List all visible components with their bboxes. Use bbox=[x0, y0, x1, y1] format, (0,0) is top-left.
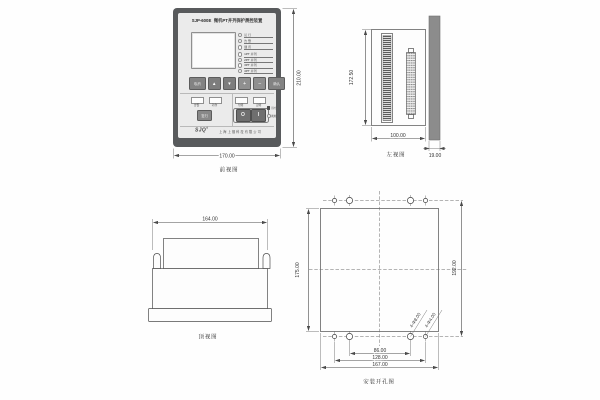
device-name: 微机PT并列保护测控装置 bbox=[213, 17, 263, 23]
brand-registered-mark: ® bbox=[206, 127, 209, 130]
cutout-height-dim: 175.00 bbox=[295, 262, 301, 278]
led-row bbox=[238, 44, 273, 50]
device-front-panel bbox=[178, 13, 281, 138]
small-hole-label: 4-Φ4.00 bbox=[423, 311, 437, 329]
open-window-label: 分闸 bbox=[237, 103, 244, 108]
led-indicator bbox=[238, 58, 243, 63]
led-row bbox=[238, 68, 273, 74]
reset-key: 复归 bbox=[197, 110, 212, 121]
side-view-case bbox=[372, 30, 426, 126]
led-label: 4PT 并列 bbox=[244, 68, 272, 74]
led-indicator bbox=[238, 63, 243, 68]
connector-strip bbox=[407, 53, 416, 115]
outer-hole-spacing-dim: 128.00 bbox=[372, 355, 388, 361]
side-depth-dim: 100.00 bbox=[390, 132, 406, 139]
front-view-caption: 前视图 bbox=[219, 167, 239, 174]
rear-body bbox=[164, 239, 259, 269]
front-flange bbox=[149, 309, 272, 322]
down-key: ▼ bbox=[223, 77, 236, 90]
led-label: 告 警 bbox=[244, 38, 272, 44]
connector-pin-bottom bbox=[409, 115, 414, 119]
led-label: 2PT 并列 bbox=[244, 57, 272, 63]
cutout-view bbox=[295, 191, 468, 386]
status-led-group bbox=[238, 32, 273, 50]
close-key: I bbox=[251, 109, 266, 122]
close-window-label: 合闸 bbox=[255, 103, 262, 108]
side-view-caption: 左视图 bbox=[386, 152, 406, 159]
large-hole-label: 4-Φ8.00 bbox=[408, 311, 422, 329]
case-body bbox=[153, 269, 268, 309]
side-view bbox=[349, 16, 446, 159]
minus-key: − bbox=[253, 77, 266, 90]
hole-row-height-dim: 192.00 bbox=[452, 260, 458, 276]
signal-window-2-label: 动作 bbox=[211, 103, 218, 108]
led-indicator bbox=[238, 52, 243, 57]
mounting-clip-left bbox=[154, 254, 161, 269]
led-indicator bbox=[238, 69, 243, 74]
brand-logo-text: SJQ bbox=[195, 127, 207, 134]
cancel-key: 取消 bbox=[189, 77, 206, 90]
front-width-dim: 170.00 bbox=[219, 153, 235, 160]
side-height-dim: 172.50 bbox=[349, 69, 355, 86]
top-width-dim: 164.00 bbox=[202, 216, 218, 223]
led-indicator bbox=[238, 39, 243, 44]
top-view bbox=[149, 217, 272, 341]
keypad bbox=[189, 77, 285, 90]
led-label: 1PT 并列 bbox=[244, 51, 272, 57]
up-key: ▲ bbox=[208, 77, 221, 90]
mounting-panel-bar bbox=[429, 16, 440, 140]
confirm-key: 确认 bbox=[268, 77, 285, 90]
remote-switch-icon bbox=[267, 106, 271, 110]
cutout-width-dim: 167.00 bbox=[372, 362, 388, 368]
connector-pin-top bbox=[409, 49, 414, 53]
panel-divider-top bbox=[180, 93, 274, 94]
remote-label: 远方 bbox=[271, 107, 277, 111]
panel-thickness-dim: 19.00 bbox=[428, 153, 442, 159]
led-label: 运 行 bbox=[244, 32, 272, 38]
local-label: 就地 bbox=[271, 114, 277, 118]
lcd-screen bbox=[191, 32, 236, 69]
plus-key: + bbox=[238, 77, 251, 90]
led-indicator bbox=[238, 33, 243, 38]
brand-logo bbox=[195, 127, 208, 134]
cutout-view-caption: 安装开孔图 bbox=[363, 379, 395, 386]
open-key: O bbox=[236, 109, 251, 122]
signal-window-1-label: 告警 bbox=[193, 103, 200, 108]
front-height-dim: 210.00 bbox=[296, 70, 303, 86]
led-label: 通 讯 bbox=[244, 44, 272, 50]
device-front-bezel bbox=[173, 8, 281, 147]
company-name: 上海上继科技有限公司 bbox=[219, 130, 262, 135]
pt-led-group bbox=[238, 52, 273, 74]
inner-hole-spacing-dim: 86.00 bbox=[373, 348, 387, 354]
brand-row bbox=[178, 126, 276, 136]
device-title-row bbox=[178, 18, 276, 24]
device-model: SJP-600E bbox=[191, 17, 212, 23]
led-indicator bbox=[238, 45, 243, 50]
top-view-caption: 顶视图 bbox=[198, 334, 218, 341]
terminal-block-contacts bbox=[383, 36, 391, 121]
mounting-clip-right bbox=[263, 254, 270, 269]
led-label: 3PT 并列 bbox=[244, 62, 272, 68]
